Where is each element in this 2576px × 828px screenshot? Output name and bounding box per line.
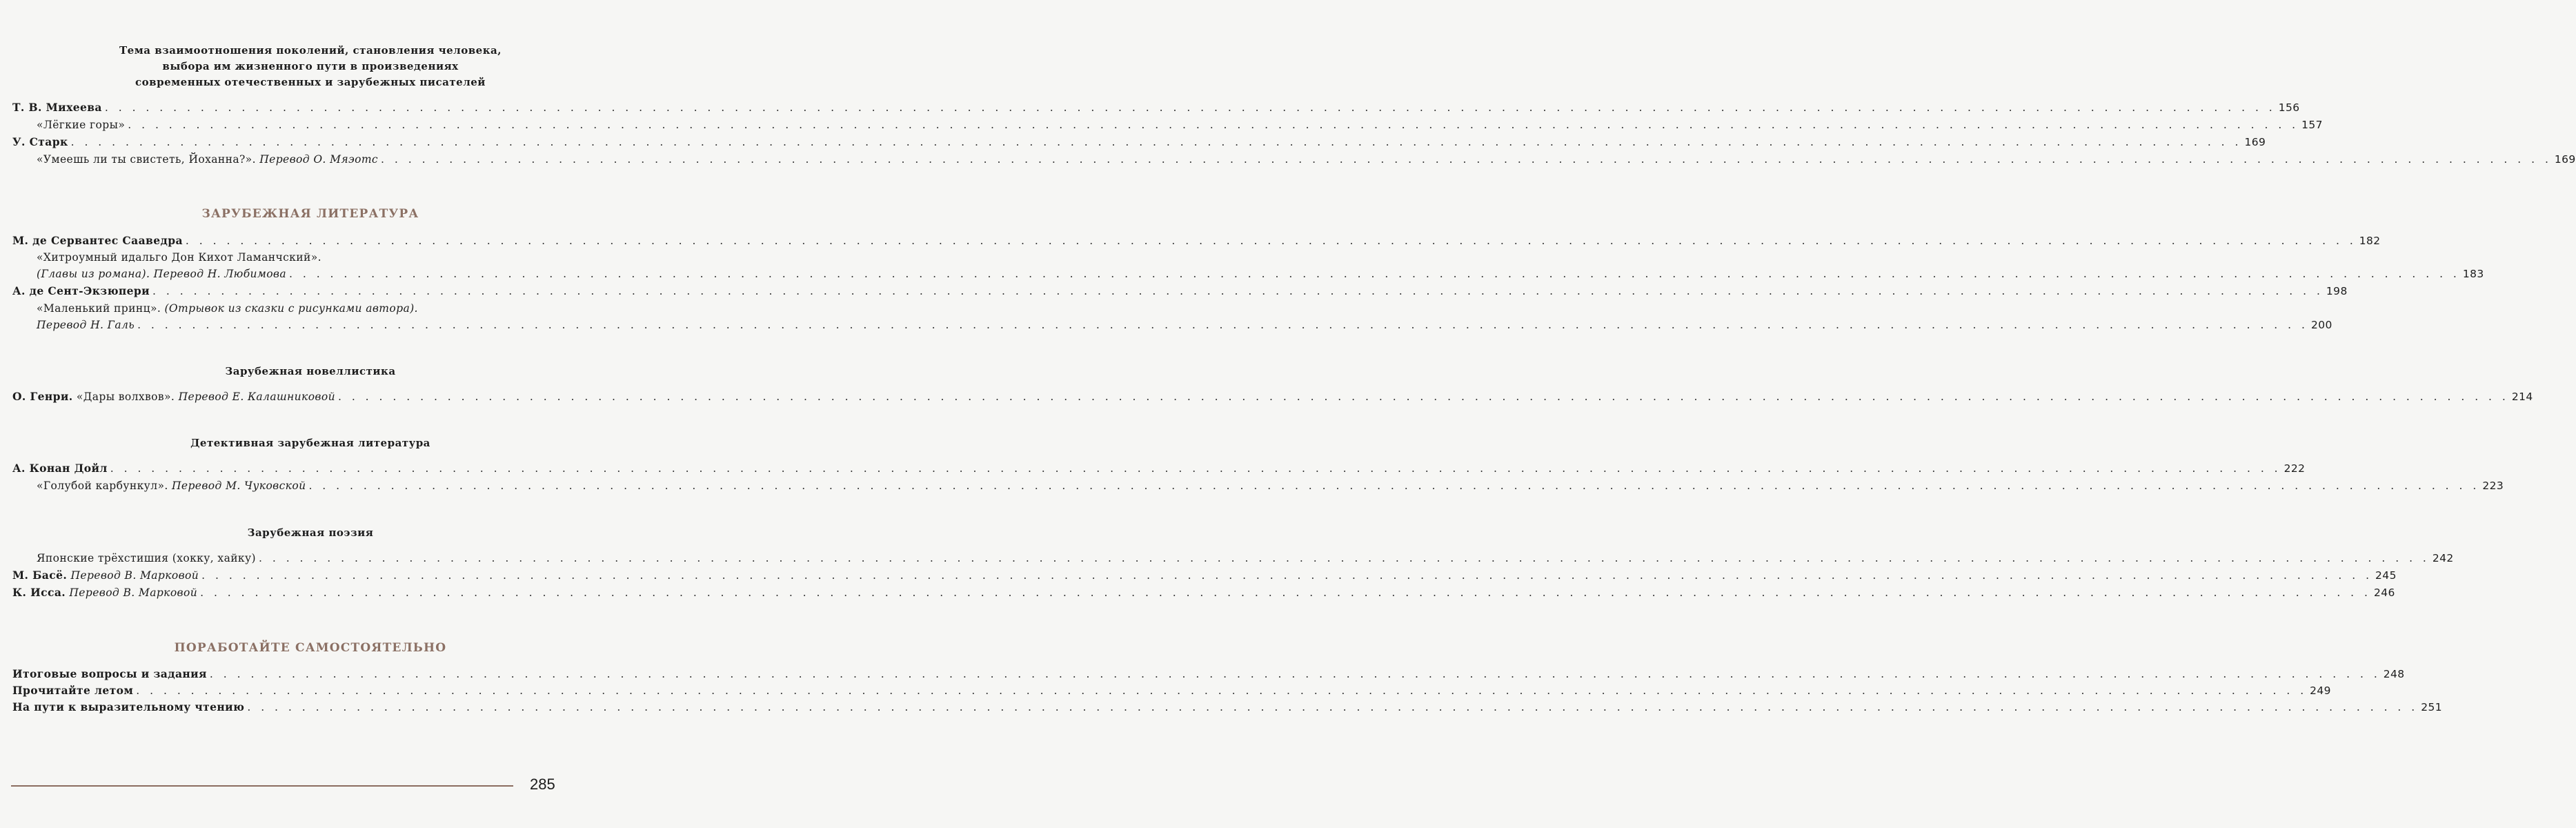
- work-title-with-translation: [37, 478, 306, 493]
- page-ref: 169: [2554, 153, 2576, 166]
- author-name: М. Басё.: [12, 569, 68, 582]
- dot-leader: [200, 585, 2371, 600]
- work-title: «Лёгкие горы»: [37, 119, 126, 131]
- work-note: (Отрывок из сказки с рисунками автора).: [164, 302, 418, 315]
- footer-rule: [11, 785, 513, 787]
- toc-entry-cervantes[interactable]: [12, 233, 2381, 248]
- dot-leader: [136, 683, 2307, 698]
- dot-leader: [110, 461, 2281, 476]
- toc-entry-don-quixote[interactable]: [37, 266, 2484, 282]
- don-quixote-title: «Хитроумный идальго Дон Кихот Ламанчский».: [37, 251, 321, 264]
- toc-entry-carbuncle[interactable]: [37, 478, 2504, 493]
- toc-entry-summer-reading[interactable]: [12, 683, 2331, 698]
- work-title: «Маленький принц».: [37, 302, 161, 315]
- toc-entry-issa[interactable]: [12, 585, 2395, 600]
- author-name: К. Исса.: [12, 586, 66, 599]
- toc-entry-stark[interactable]: [12, 135, 2266, 150]
- dot-leader: [128, 117, 2299, 132]
- page-ref: 251: [2421, 701, 2443, 713]
- toc-entry-basho[interactable]: [12, 568, 2397, 583]
- author-name: М. де Сервантес Сааведра: [12, 234, 183, 247]
- theme-heading-line-3: современных отечественных и зарубежных писателей: [135, 76, 486, 88]
- page-ref: 157: [2301, 119, 2323, 131]
- toc-entry-final-questions[interactable]: [12, 667, 2405, 682]
- dot-leader: [186, 233, 2357, 248]
- work-title: «Умеешь ли ты свистеть, Йоханна?».: [37, 153, 256, 166]
- entry-text: [12, 389, 335, 404]
- page-ref: 183: [2462, 268, 2484, 280]
- toc-entry-exupery[interactable]: [12, 284, 2348, 299]
- page-ref: 246: [2373, 586, 2395, 599]
- entry-text: [12, 585, 197, 600]
- dot-leader: [137, 317, 2308, 333]
- translation-credit: Перевод В. Марковой: [70, 569, 199, 582]
- translation-credit: Перевод М. Чуковской: [172, 480, 306, 492]
- toc-entry-whistle[interactable]: [37, 152, 2576, 167]
- page-ref: 182: [2359, 235, 2381, 247]
- dot-leader: [105, 100, 2276, 115]
- subheading-poetry: Зарубежная поэзия: [247, 526, 374, 539]
- translation-credit: Перевод Н. Галь: [37, 319, 135, 331]
- subheading-detective: Детективная зарубежная литература: [190, 437, 430, 449]
- page-ref: 223: [2482, 480, 2504, 492]
- toc-entry-haiku[interactable]: [37, 551, 2454, 566]
- dot-leader: [201, 568, 2372, 583]
- toc-entry-little-prince[interactable]: [37, 317, 2332, 333]
- work-title: Японские трёхстишия (хокку, хайку): [37, 552, 256, 564]
- toc-entry-light-mountains[interactable]: [37, 117, 2323, 132]
- translation-credit: Перевод Е. Калашниковой: [178, 391, 335, 403]
- page-ref: 248: [2383, 668, 2405, 680]
- entry-text: [12, 568, 199, 583]
- page-ref: 242: [2432, 552, 2454, 564]
- page-ref: 245: [2375, 569, 2397, 582]
- toc-entry-doyle[interactable]: [12, 461, 2306, 476]
- page-ref: 249: [2310, 684, 2331, 697]
- author-name: А. де Сент-Экзюпери: [12, 284, 150, 297]
- little-prince-title-line: [37, 301, 418, 316]
- toc-entry-henry[interactable]: [12, 389, 2533, 404]
- subheading-novella: Зарубежная новеллистика: [225, 365, 396, 377]
- author-name: О. Генри.: [12, 390, 73, 403]
- theme-heading-line-1: Тема взаимоотношения поколений, становления человека,: [119, 44, 502, 57]
- page-ref: 200: [2310, 319, 2332, 331]
- entry-title: Прочитайте летом: [12, 684, 134, 697]
- author-name: А. Конан Дойл: [12, 462, 108, 475]
- translation-credit: Перевод В. Марковой: [69, 586, 198, 599]
- translation-credit: Перевод Н. Любимова: [153, 268, 286, 280]
- dot-leader: [210, 667, 2381, 682]
- toc-entry-mikheeva[interactable]: [12, 100, 2300, 115]
- work-note: (Главы из романа).: [37, 268, 150, 280]
- toc-entry-expressive-reading[interactable]: [12, 700, 2443, 715]
- dot-leader: [338, 389, 2509, 404]
- page-number: 285: [530, 776, 555, 793]
- theme-heading-line-2: выбора им жизненного пути в произведениях: [162, 60, 459, 72]
- translation-credit: Перевод О. Мяэотс: [259, 153, 379, 166]
- author-name: Т. В. Михеева: [12, 101, 102, 114]
- dot-leader: [247, 700, 2418, 715]
- author-name: У. Старк: [12, 135, 68, 148]
- page-ref: 169: [2244, 136, 2266, 148]
- section-heading-work-independently: ПОРАБОТАЙТЕ САМОСТОЯТЕЛЬНО: [174, 641, 447, 655]
- work-title-with-translation: [37, 152, 378, 167]
- work-title: «Дары волхвов».: [76, 391, 175, 403]
- page-ref: 214: [2511, 391, 2533, 403]
- section-heading-foreign-literature: ЗАРУБЕЖНАЯ ЛИТЕРАТУРА: [201, 207, 419, 221]
- page-ref: 156: [2278, 101, 2300, 114]
- page-ref: 222: [2283, 462, 2306, 475]
- dot-leader: [381, 152, 2552, 167]
- entry-title: Итоговые вопросы и задания: [12, 667, 207, 680]
- dot-leader: [259, 551, 2430, 566]
- dot-leader: [308, 478, 2479, 493]
- dot-leader: [71, 135, 2242, 150]
- dot-leader: [152, 284, 2324, 299]
- entry-title: На пути к выразительному чтению: [12, 700, 245, 713]
- work-note-with-translation: [37, 266, 286, 282]
- dot-leader: [289, 266, 2460, 282]
- work-title: «Голубой карбункул».: [37, 480, 168, 492]
- page-ref: 198: [2326, 285, 2348, 297]
